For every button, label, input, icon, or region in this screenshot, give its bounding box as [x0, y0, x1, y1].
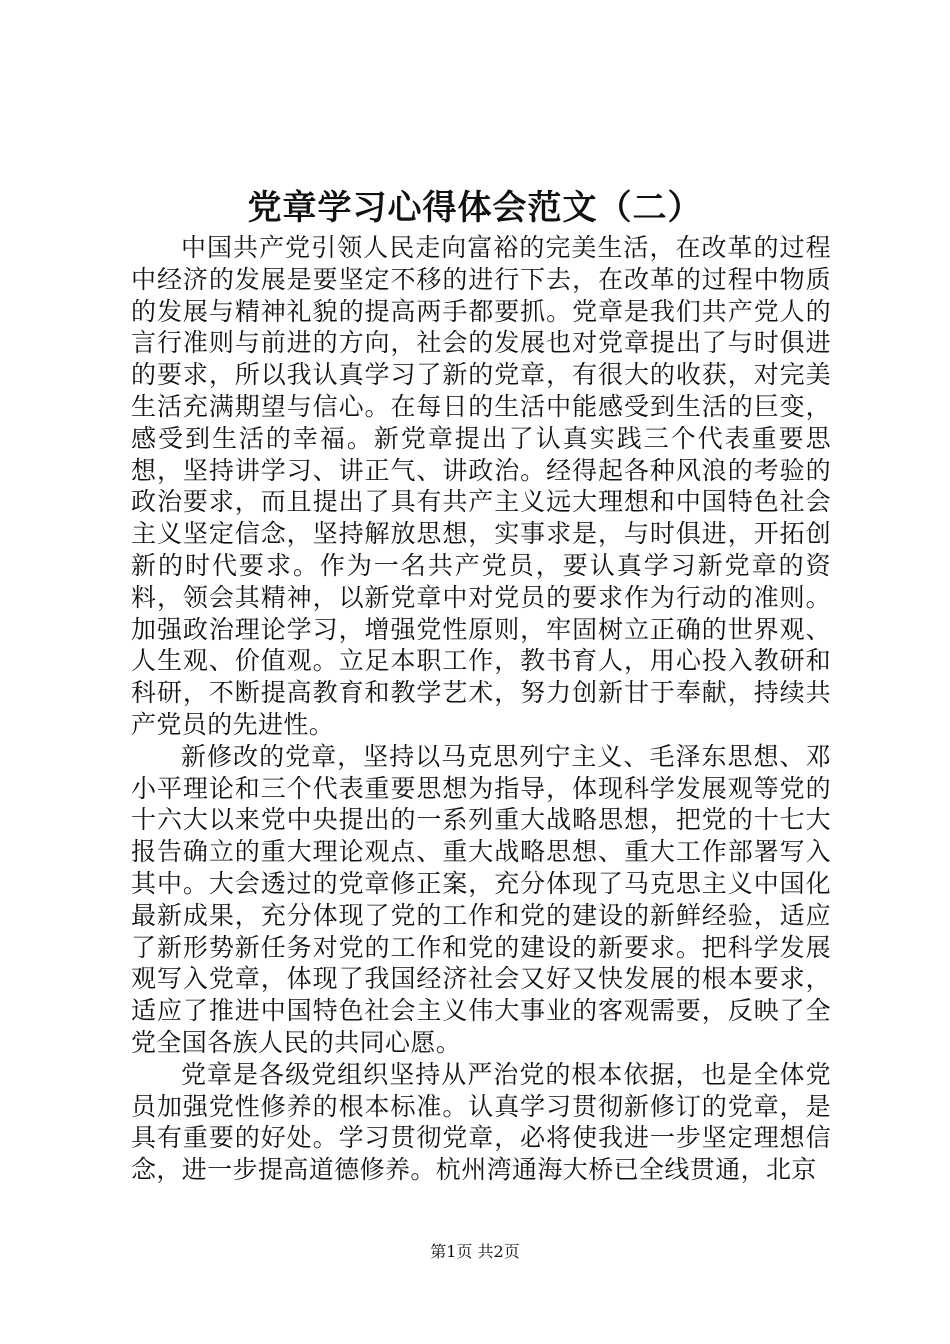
document-title: 党章学习心得体会范文（二） — [247, 188, 703, 228]
paragraph-1: 中国共产党引领人民走向富裕的完美生活，在改革的过程中经济的发展是要坚定不移的进行下去，在改革的过程中物质的发展与精神礼貌的提高两手都要抓。党章是我们共产党人的言行准则与前进的方向，社会的发展也对党章提出了与时俱进的要求，所以我认真学习了新的党章，有很大的收获，对完美生活充满期望与信心。在每日的生活中能感受到生活的巨变，感受到生活的幸福。新党章提出了认真实践三个代表重要思想，坚持讲学习、讲正气、讲政治。经得起各种风浪的考验的政治要求，而且提出了具有共产主义远大理想和中国特色社会主义坚定信念，坚持解放思想，实事求是，与时俱进，开拓创新的时代要求。作为一名共产党员，要认真学习新党章的资料，领会其精神，以新党章中对党员的要求作为行动的准则。加强政治理论学习，增强党性原则，牢固树立正确的世界观、人生观、价值观。立足本职工作，教书育人，用心投入教研和科研，不断提高教育和教学艺术，努力创新甘于奉献，持续共产党员的先进性。 — [131, 233, 831, 739]
paragraph-3: 党章是各级党组织坚持从严治党的根本依据，也是全体党员加强党性修养的根本标准。认真学习贯彻新修订的党章，是具有重要的好处。学习贯彻党章，必将使我进一步坚定理想信念，进一步提高道德修养。杭州湾通海大桥已全线贯通，北京 — [131, 1059, 831, 1185]
document-body — [131, 232, 831, 1186]
paragraph-2: 新修改的党章，坚持以马克思列宁主义、毛泽东思想、邓小平理论和三个代表重要思想为指导，体现科学发展观等党的十六大以来党中央提出的一系列重大战略思想，把党的十七大报告确立的重大理论观点、重大战略思想、重大工作部署写入其中。大会透过的党章修正案，充分体现了马克思主义中国化最新成果，充分体现了党的工作和党的建设的新鲜经验，适应了新形势新任务对党的工作和党的建设的新要求。把科学发展观写入党章，体现了我国经济社会又好又快发展的根本要求，适应了推进中国特色社会主义伟大事业的客观需要，反映了全党全国各族人民的共同心愿。 — [131, 741, 831, 1057]
page-number-footer: 第1页 共2页 — [430, 1242, 520, 1261]
